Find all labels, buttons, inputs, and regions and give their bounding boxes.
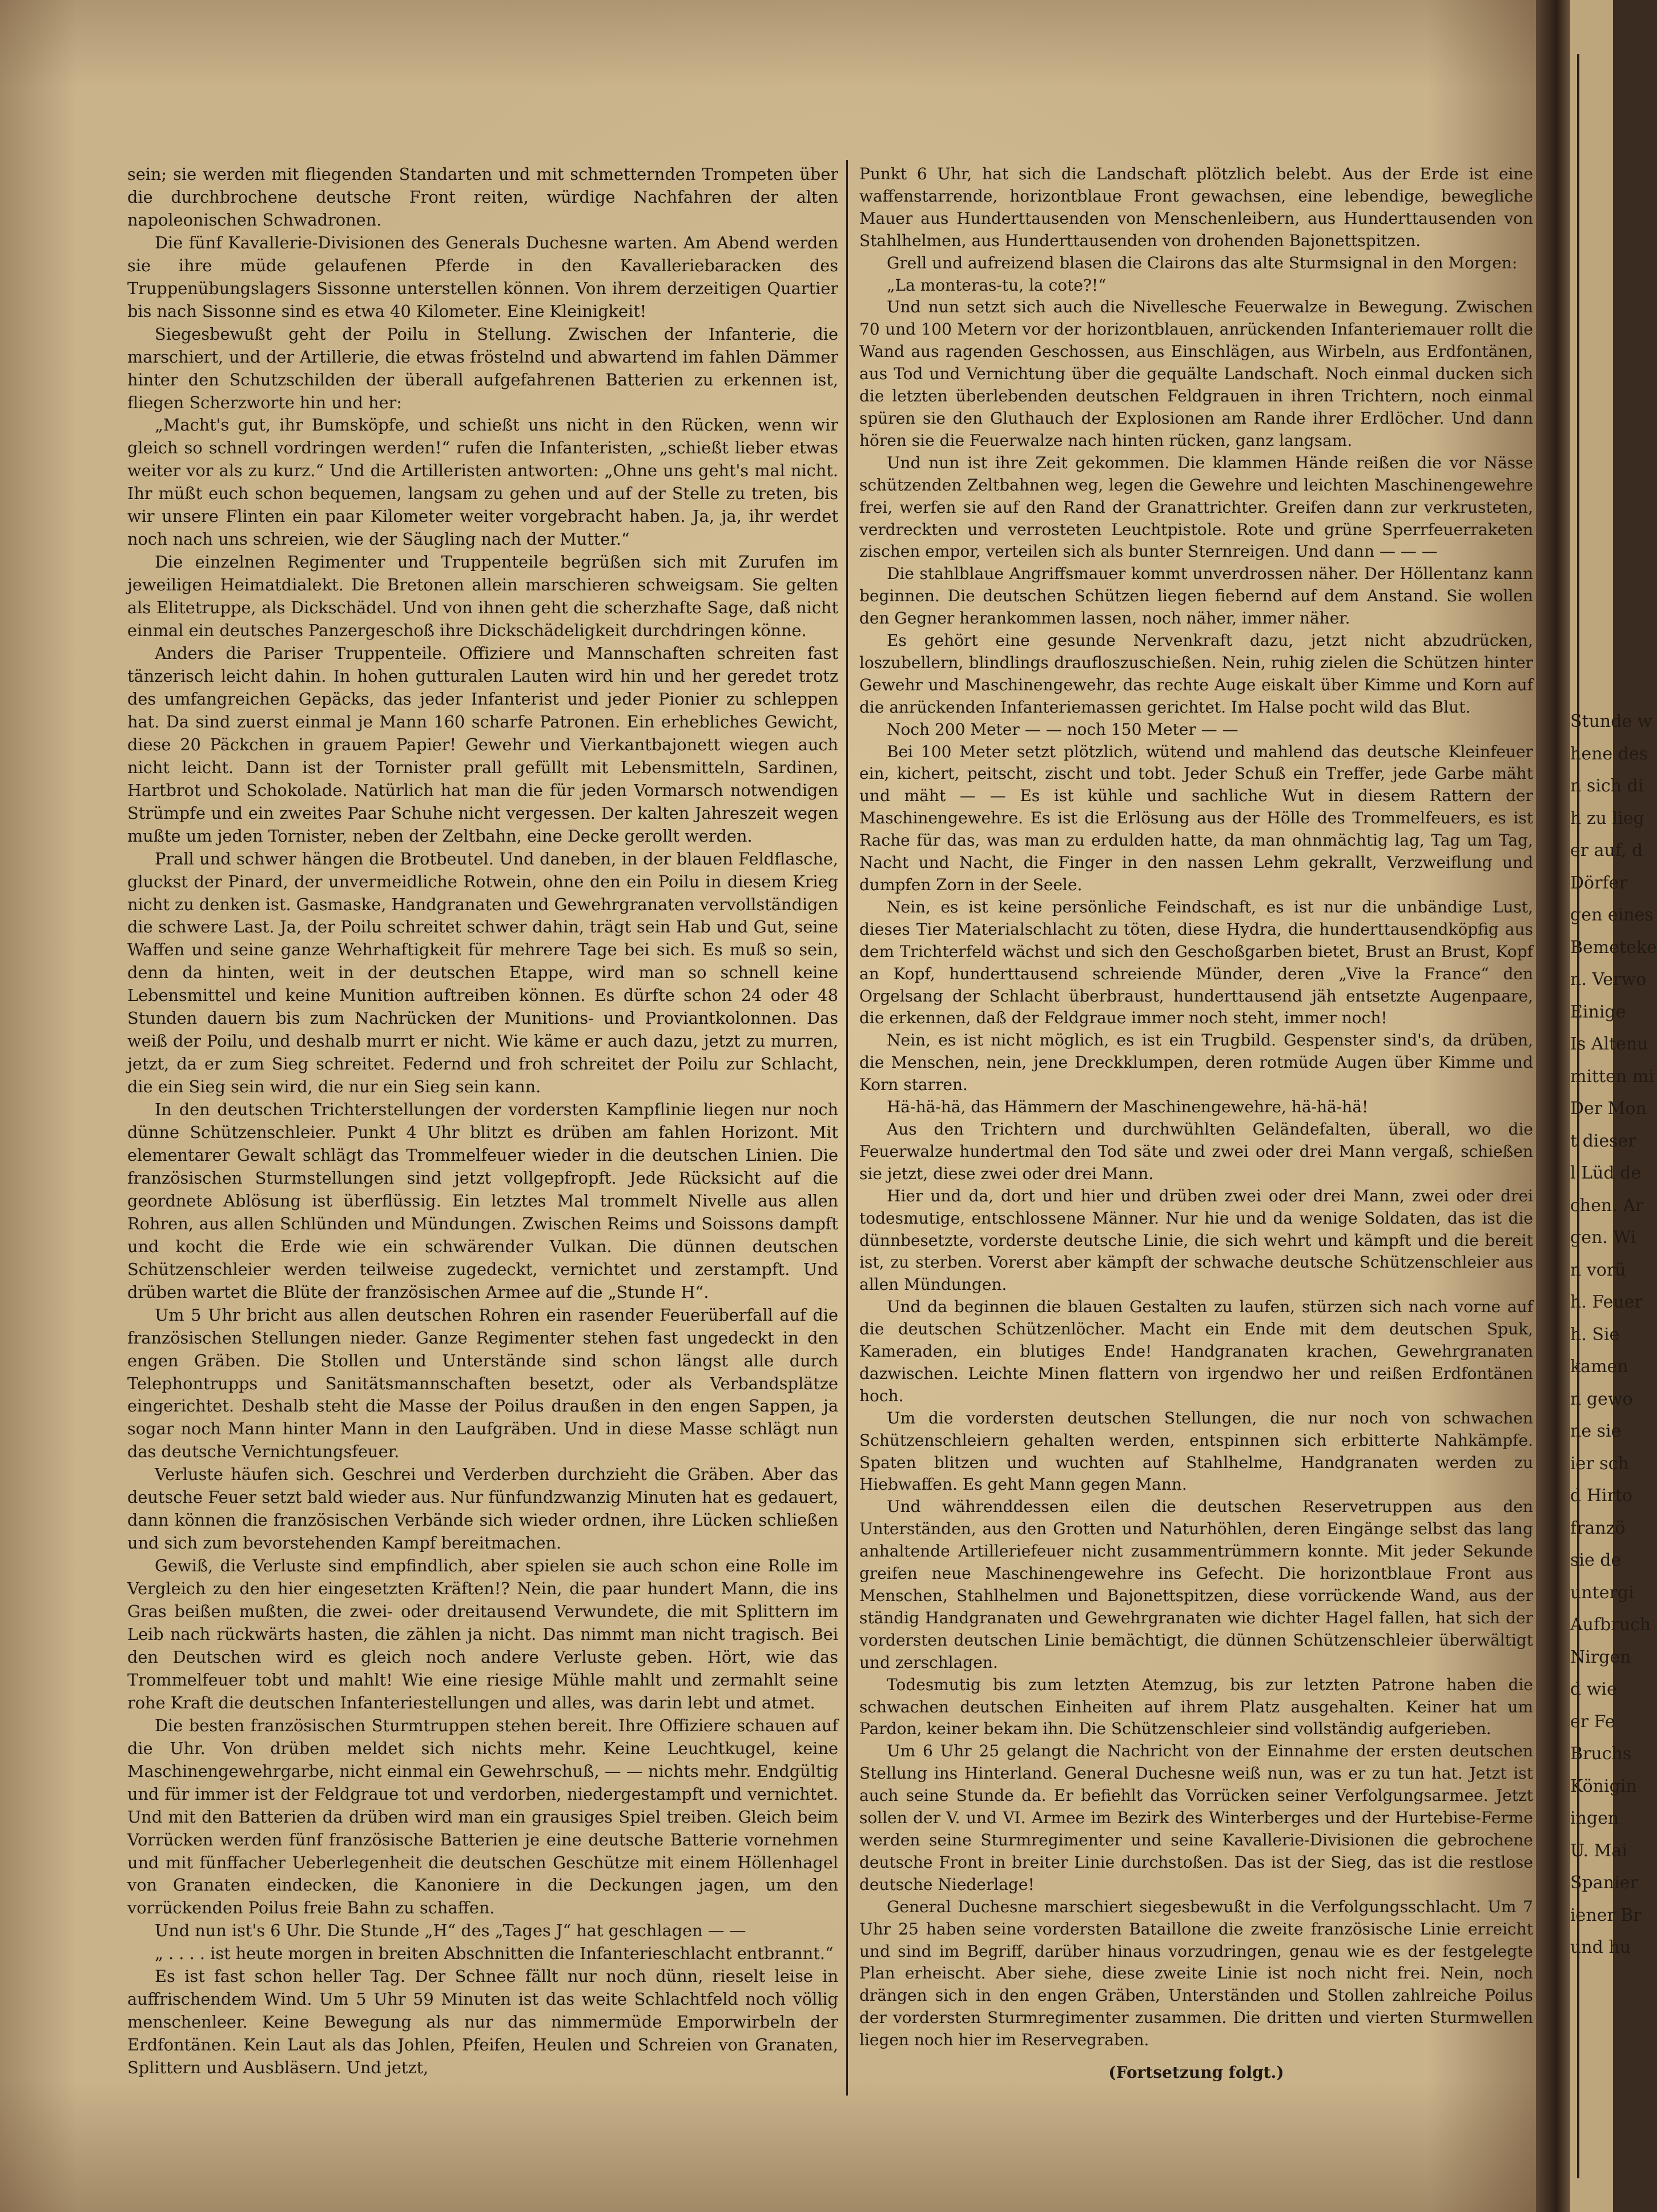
paragraph: „La monteras-tu, la cote?!“	[887, 275, 1107, 295]
paragraph: Und nun ist ihre Zeit gekommen. Die klammen Hände reißen die vor Nässe schützenden Zeltbahnen weg, legen die Gewehre und leichten Maschinengewehre frei, werfen sie auf den Rand der Granattrichter. Greifen dann zur verkrusteten, verdreckten und verrosteten Leuchtpistole. Rote und grüne Sperrfeuerraketen zischen empor, verteilen sich als bunter Sternreigen. Und dann — — —	[859, 453, 1533, 561]
paragraph: Bei 100 Meter setzt plötzlich, wütend und mahlend das deutsche Kleinfeuer ein, kichert, peitscht, zischt und tobt. Jeder Schuß ein Treffer, jede Garbe mäht und mäht — — Es ist kühle und sachliche Wut in diesem Rattern der Maschinengewehre. Es ist die Erlösung aus der Hölle des Trommelfeuers, es ist Rache für das, was man zu erdulden hatte, da man ohnmächtig lag, Tag um Tag, Nacht und Nacht, die Finger in den nassen Lehm gekrallt, Verzweiflung und dumpfen Zorn in der Seele.	[859, 742, 1533, 894]
paragraph: Es gehört eine gesunde Nervenkraft dazu, jetzt nicht abzudrücken, loszubellern, blindlings draufloszuschießen. Nein, ruhig zielen die Schützen hinter Gewehr und Maschinengewehr, das rechte Auge eiskalt über Kimme und Korn auf die anrückenden Infanteriemassen gerichtet. Im Halse pocht wild das Blut.	[859, 631, 1533, 717]
adjacent-text-fragment: Königin	[1570, 1776, 1637, 1796]
paragraph: Um 6 Uhr 25 gelangt die Nachricht von der Einnahme der ersten deutschen Stellung ins Hinterland. General Duchesne weiß nun, was er zu tun hat. Jetzt ist auch seine Stunde da. Er befiehlt das Vorrücken seiner Verfolgungsarmee. Jetzt sollen der V. und VI. Armee im Bezirk des Winterberges und der Hurtebise-Ferme werden seine Sturmregimenter und seine Kavallerie-Divisionen die gebrochene deutsche Front in breiter Linie durchstoßen. Das ist der Sieg, das ist die restlose deutsche Niederlage!	[859, 1742, 1533, 1894]
paragraph: Und da beginnen die blauen Gestalten zu laufen, stürzen sich nach vorne auf die deutschen Schützenlöcher. Macht ein Ende mit dem deutschen Spuk, Kameraden, ein blutiges Ende! Handgranaten krachen, Gewehrgranaten dazwischen. Leichte Minen flattern von irgendwo her und reißen Erdfontänen hoch.	[859, 1297, 1533, 1405]
adjacent-text-fragment: Dörfer	[1570, 872, 1627, 893]
paragraph: Hä-hä-hä, das Hämmern der Maschinengewehre, hä-hä-hä!	[887, 1097, 1369, 1117]
book-gutter	[1536, 0, 1570, 2212]
adjacent-text-fragment: Bruchs	[1570, 1744, 1632, 1764]
paragraph: Hier und da, dort und hier und drüben zwei oder drei Mann, zwei oder drei todesmutige, entschlossene Männer. Nur hie und da wenige Soldaten, das ist die dünnbesetzte, vorderste deutsche Linie, die sich wehrt und kämpft und die bereit ist, zu sterben. Vorerst aber kämpft der schwache deutsche Schützenschleier aus allen Mündungen.	[859, 1186, 1533, 1294]
adjacent-text-fragment: Is Altenu	[1570, 1034, 1648, 1054]
adjacent-text-fragment: Bemeteke	[1570, 937, 1657, 958]
adjacent-text-fragment: d wie	[1570, 1679, 1617, 1699]
adjacent-text-fragment: er Fe	[1570, 1711, 1615, 1732]
adjacent-text-fragment: n. Verwo	[1570, 970, 1647, 990]
paragraph: Und nun setzt sich auch die Nivellesche Feuerwalze in Bewegung. Zwischen 70 und 100 Metern vor der horizontblauen, anrückenden Infanteriemauer rollt die Wand aus ragenden Geschossen, aus Einschlägen, aus Wirbeln, aus Erdfontänen, aus Tod und Vernichtung über die gequälte Landschaft. Noch einmal ducken sich die letzten überlebenden deutschen Feldgrauen in ihren Trichtern, noch einmal spüren sie den Gluthauch der Explosionen am Rande ihrer Erdlöcher. Und dann hören sie die Feuerwalze nach hinten rücken, ganz langsam.	[859, 297, 1533, 450]
adjacent-page-edge	[1570, 0, 1657, 2212]
adjacent-text-fragment: n sich di	[1570, 776, 1644, 796]
paragraph: Todesmutig bis zum letzten Atemzug, bis zur letzten Patrone haben die schwachen deutschen Einheiten auf ihrem Platz ausgehalten. Keiner hat um Pardon, keiner bekam ihn. Die Schützenschleier sind vollständig aufgerieben.	[859, 1675, 1533, 1739]
column-divider	[846, 160, 848, 2096]
adjacent-text-fragment: sie de	[1570, 1550, 1622, 1570]
adjacent-page-text	[1570, 706, 1657, 1964]
adjacent-text-fragment: n vorü	[1570, 1260, 1626, 1280]
paragraph: sein; sie werden mit fliegenden Standarten und mit schmetternden Trompeten über die durchbrochene deutsche Front reiten, würdige Nachfahren der alten napoleonischen Schwadronen.	[127, 164, 838, 230]
paragraph: Noch 200 Meter — — noch 150 Meter — —	[887, 719, 1238, 739]
adjacent-text-fragment: l Lüd de	[1570, 1163, 1642, 1183]
paragraph: „ . . . . ist heute morgen in breiten Abschnitten die Infanterieschlacht entbrannt.“	[155, 1944, 834, 1964]
adjacent-text-fragment: ne sie	[1570, 1421, 1622, 1441]
continuation-note: (Fortsetzung folgt.)	[1108, 2063, 1284, 2082]
right-column	[859, 163, 1533, 2084]
paragraph: „Macht's gut, ihr Bumsköpfe, und schießt uns nicht in den Rücken, wenn wir gleich so schnell vordringen werden!“ rufen die Infanteristen, „schießt lieber etwas weiter vor als zu kurz.“ Und die Artilleristen antworten: „Ohne uns geht's mal nicht. Ihr müßt euch schon bequemen, langsam zu gehen und auf der Stelle zu treten, bis wir unsere Flinten ein paar Kilometer weiter vorgebracht haben. Ja, ja, ihr werdet noch nach uns schreien, wie der Säugling nach der Mutter.“	[127, 415, 838, 549]
paragraph: Siegesbewußt geht der Poilu in Stellung. Zwischen der Infanterie, die marschiert, und der Artillerie, die etwas fröstelnd und abwartend im fahlen Dämmer hinter den Schutzschilden der überall aufgefahrenen Batterien zu erkennen ist, fliegen Scherzworte hin und her:	[127, 324, 838, 412]
paragraph: Um die vordersten deutschen Stellungen, die nur noch von schwachen Schützenschleiern gehalten werden, entspinnen sich erbitterte Nahkämpfe. Spaten blitzen und wuchten auf Stahlhelme, Handgranaten werden zu Hiebwaffen. Es geht Mann gegen Mann.	[859, 1408, 1533, 1494]
adjacent-text-fragment: Der Mon	[1570, 1099, 1647, 1119]
adjacent-text-fragment: gen. Wi	[1570, 1228, 1636, 1248]
paragraph: Verluste häufen sich. Geschrei und Verderben durchzieht die Gräben. Aber das deutsche Feuer setzt bald wieder aus. Nur fünfundzwanzig Minuten hat es gedauert, dann können die französischen Verbände sich wieder ordnen, ihre Lücken schließen und sich zum bevorstehenden Kampf bereitmachen.	[127, 1465, 838, 1553]
paragraph: Es ist fast schon heller Tag. Der Schnee fällt nur noch dünn, rieselt leise in auffrischendem Wind. Um 5 Uhr 59 Minuten ist das weite Schlachtfeld noch völlig menschenleer. Keine Bewegung als nur das nimmermüde Emporwirbeln der Erdfontänen. Kein Laut als das Johlen, Pfeifen, Heulen und Schreien von Granaten, Splittern und Ausbläsern. Und jetzt,	[127, 1966, 838, 2078]
adjacent-text-fragment: chen. Ar	[1570, 1195, 1644, 1216]
adjacent-text-fragment: h. Feuer	[1570, 1292, 1643, 1312]
adjacent-text-fragment: ier sch	[1570, 1453, 1629, 1474]
paragraph: Nein, es ist nicht möglich, es ist ein Trugbild. Gespenster sind's, da drüben, die Menschen, nein, jene Dreckklumpen, deren rotmüde Augen über Kimme und Korn starren.	[859, 1031, 1533, 1095]
left-column	[127, 163, 838, 2080]
adjacent-text-fragment: d Hirto	[1570, 1486, 1632, 1506]
adjacent-text-fragment: n gewo	[1570, 1389, 1633, 1409]
adjacent-text-fragment: Spanier	[1570, 1873, 1638, 1893]
paragraph: General Duchesne marschiert siegesbewußt in die Verfolgungsschlacht. Um 7 Uhr 25 haben seine vordersten Bataillone die zweite französische Linie erreicht und sind im Begriff, darüber hinaus vorzudringen, genau wie es der festgelegte Plan erheischt. Aber siehe, diese zweite Linie ist noch nicht frei. Nein, noch drängen sich in den engen Gräben, Unterständen und Stollen zahlreiche Poilus der vordersten Sturmregimenter zusammen. Die dritten und vierten Sturmwellen liegen noch hier im Reservegraben.	[859, 1897, 1533, 2050]
adjacent-text-fragment: U. Mai	[1570, 1840, 1627, 1861]
paragraph: Und nun ist's 6 Uhr. Die Stunde „H“ des „Tages J“ hat geschlagen — —	[155, 1921, 746, 1941]
adjacent-text-fragment: Aufbruch	[1570, 1615, 1651, 1635]
adjacent-text-fragment: untergi	[1570, 1582, 1634, 1603]
adjacent-text-fragment: h zu lieg	[1570, 808, 1644, 829]
adjacent-text-fragment: Stunde w	[1570, 711, 1652, 731]
paragraph: Die einzelnen Regimenter und Truppenteile begrüßen sich mit Zurufen im jeweiligen Heimatdialekt. Die Bretonen allein marschieren schweigsam. Sie gelten als Elitetruppe, als Dickschädel. Und von ihnen geht die scherzhafte Sage, daß nicht einmal ein deutsches Panzergeschoß ihre Dickschädeligkeit durchdringen könne.	[127, 552, 838, 641]
paragraph: In den deutschen Trichterstellungen der vordersten Kampflinie liegen nur noch dünne Schützenschleier. Punkt 4 Uhr blitzt es drüben am fahlen Horizont. Mit elementarer Gewalt schlägt das Trommelfeuer wieder in die deutschen Linien. Die französischen Sturmstellungen sind jetzt vollgepfropft. Jede Rücksicht auf die geordnete Ablösung ist überflüssig. Ein letztes Mal trommelt Nivelle aus allen Rohren, aus allen Schlünden und Mündungen. Zwischen Reims und Soissons dampft und kocht die Erde wie ein schwärender Vulkan. Die dünnen deutschen Schützenschleier werden teilweise zugedeckt, vernichtet und zerstampft. Und drüben wartet die Blüte der französischen Armee auf die „Stunde H“.	[127, 1100, 838, 1302]
adjacent-text-fragment: und hu	[1570, 1937, 1631, 1957]
adjacent-text-fragment: iener Br	[1570, 1905, 1642, 1925]
paragraph: Die stahlblaue Angriffsmauer kommt unverdrossen näher. Der Höllentanz kann beginnen. Die deutschen Schützen liegen fiebernd auf dem Anstand. Sie wollen den Gegner herankommen lassen, noch näher, immer näher.	[859, 564, 1533, 628]
paragraph: Prall und schwer hängen die Brotbeutel. Und daneben, in der blauen Feldflasche, gluckst der Pinard, der unvermeidliche Rotwein, ohne den ein Poilu in diesem Krieg nicht zu denken ist. Gasmaske, Handgranaten und Gewehrgranaten vervollständigen die schwere Last. Ja, der Poilu schreitet schwer dahin, trägt sein Hab und Gut, seine Waffen und seine ganze Wehrhaftigkeit für mehrere Tage bei sich. Es muß so sein, denn da hinten, weit in der deutschen Etappe, wird man so schnell keine Lebensmittel und keine Munition auftreiben können. Es dürfte schon 24 oder 48 Stunden dauern bis zum Nachrücken der Munitions- und Proviantkolonnen. Das weiß der Poilu, und deshalb murrt er nicht. Wie käme er auch dazu, jetzt zu murren, jetzt, da er zum Sieg schreitet. Federnd und froh schreitet der Poilu zur Schlacht, die ein Sieg sein wird, die nur ein Sieg sein kann.	[127, 848, 838, 1097]
paragraph: Nein, es ist keine persönliche Feindschaft, es ist nur die unbändige Lust, dieses Tier Materialschlacht zu töten, diese Hydra, die hunderttausendköpfig aus dem Trichterfeld wächst und sich den Geschoßgarben bietet, Brust an Brust, Kopf an Kopf, hunderttausend schreiende Münder, deren „Vive la France“ den Orgelsang der Schlacht überbraust, hunderttausend jäh entsetzte Augenpaare, die erkennen, daß der Feldgraue immer noch steht, immer noch!	[859, 897, 1533, 1028]
adjacent-text-fragment: franzö	[1570, 1518, 1626, 1538]
adjacent-text-fragment: kamen	[1570, 1357, 1628, 1377]
adjacent-text-fragment: Nirgen	[1570, 1647, 1631, 1667]
adjacent-text-fragment: hene des	[1570, 743, 1648, 764]
paragraph: Die fünf Kavallerie-Divisionen des Generals Duchesne warten. Am Abend werden sie ihre müde gelaufenen Pferde in den Kavalleriebaracken des Truppenübungslagers Sissonne unterstellen können. Von ihrem derzeitigen Quartier bis nach Sissonne sind es etwa 40 Kilometer. Eine Kleinigkeit!	[127, 232, 838, 321]
adjacent-text-fragment: Einige	[1570, 1002, 1626, 1022]
paragraph: Die besten französischen Sturmtruppen stehen bereit. Ihre Offiziere schauen auf die Uhr. Von drüben meldet sich nichts mehr. Keine Leuchtkugel, keine Maschinengewehrgarbe, nicht einmal ein Gewehrschuß, — — nichts mehr. Endgültig und für immer ist der Feldgraue tot und verdorben, niedergestampft und vernichtet. Und mit den Batterien da drüben wird man ein grausiges Spiel treiben. Gleich beim Vorrücken werden fünf französische Batterien je eine deutsche Batterie vornehmen und mit fünffacher Ueberlegenheit die deutschen Geschütze mit einem Höllenhagel von Granaten eindecken, die Kanoniere in die Deckungen jagen, um den vorrückenden Poilus freie Bahn zu schaffen.	[127, 1715, 838, 1918]
paragraph: Punkt 6 Uhr, hat sich die Landschaft plötzlich belebt. Aus der Erde ist eine waffenstarrende, horizontblaue Front gewachsen, eine lebendige, bewegliche Mauer aus Hunderttausenden von Menschenleibern, aus Hunderttausenden von Stahlhelmen, aus Hunderttausenden von drohenden Bajonettspitzen.	[859, 164, 1533, 250]
adjacent-text-fragment: h. Sie	[1570, 1324, 1620, 1345]
paragraph: Aus den Trichtern und durchwühlten Geländefalten, überall, wo die Feuerwalze hundertmal den Tod säte und zwei oder drei Mann vergaß, schießen sie jetzt, diese zwei oder drei Mann.	[859, 1119, 1533, 1183]
adjacent-text-fragment: er auf, d	[1570, 840, 1643, 860]
paragraph: Anders die Pariser Truppenteile. Offiziere und Mannschaften schreiten fast tänzerisch leicht dahin. In hohen gutturalen Lauten wird hin und her geredet trotz des umfangreichen Gepäcks, das jeder Infanterist und jeder Pionier zu schleppen hat. Da sind zuerst einmal je Mann 160 scharfe Patronen. Ein erhebliches Gewicht, diese 20 Päckchen in grauem Papier! Gewehr und Vierkantbajonett wiegen auch nicht leicht. Dann ist der Tornister prall gefüllt mit Lebensmitteln, Sardinen, Hartbrot und Schokolade. Natürlich hat man die für jeden Vormarsch notwendigen Strümpfe und ein zweites Paar Schuhe nicht vergessen. Der kalten Jahreszeit wegen mußte um jeden Tornister, neben der Zeltbahn, eine Decke gerollt werden.	[127, 644, 838, 846]
adjacent-text-fragment: gen eines	[1570, 905, 1654, 925]
adjacent-text-fragment: ingen	[1570, 1808, 1619, 1828]
adjacent-text-fragment: mitten mi	[1570, 1066, 1654, 1087]
paragraph: Um 5 Uhr bricht aus allen deutschen Rohren ein rasender Feuerüberfall auf die französischen Stellungen nieder. Ganze Regimenter stehen fast ungedeckt in den engen Gräben. Die Stollen und Unterstände sind schon längst alle durch Telephontrupps und Sanitätsmannschaften besetzt, oder als Verbandsplätze eingerichtet. Deshalb steht die Masse der Poilus draußen in den engen Sappen, ja sogar noch Mann hinter Mann in den Laufgräben. Und in diese Masse schlägt nun das deutsche Vernichtungsfeuer.	[127, 1305, 838, 1462]
adjacent-text-fragment: t dieser	[1570, 1131, 1636, 1151]
paragraph: Und währenddessen eilen die deutschen Reservetruppen aus den Unterständen, aus den Grotten und Naturhöhlen, deren Eingänge selbst das lang anhaltende Artilleriefeuer nicht zusammentrümmern konnte. Mit jeder Sekunde greifen neue Maschinengewehre ins Gefecht. Die horizontblaue Front aus Menschen, Stahlhelmen und Bajonettspitzen, diese vorrückende Wand, aus der ständig Handgranaten und Gewehrgranaten wie dichter Hagel fallen, hat sich der vordersten deutschen Linie bemächtigt, die dünnen Schützenschleier überwältigt und zerschlagen.	[859, 1497, 1533, 1672]
paragraph: Grell und aufreizend blasen die Clairons das alte Sturmsignal in den Morgen:	[887, 253, 1518, 272]
paragraph: Gewiß, die Verluste sind empfindlich, aber spielen sie auch schon eine Rolle im Vergleich zu den hier eingesetzten Kräften!? Nein, die paar hundert Mann, die ins Gras beißen mußten, die zwei- oder dreitausend Verwundete, die mit Splittern im Leib nach rückwärts hasten, die zählen ja nicht. Das nimmt man nicht tragisch. Bei den Deutschen wird es gleich noch andere Verluste geben. Hört, wie das Trommelfeuer tobt und mahlt! Wie eine riesige Mühle mahlt und zermahlt seine rohe Kraft die deutschen Infanteriestellungen und alles, was darin lebt und atmet.	[127, 1556, 838, 1712]
